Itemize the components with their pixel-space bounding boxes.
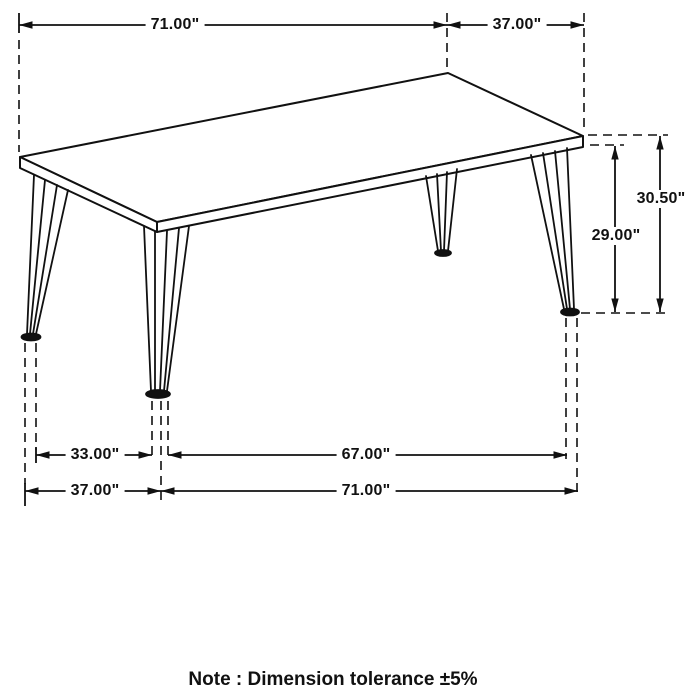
foot-back-right	[435, 250, 451, 256]
dim-label-bottom-outer-right: 71.00"	[337, 482, 396, 500]
tabletop	[20, 73, 583, 232]
foot-front-left	[146, 390, 170, 398]
dim-label-leg-height: 29.00"	[587, 227, 646, 245]
note-text: Note : Dimension tolerance ±5%	[188, 669, 478, 690]
dim-label-bottom-inner-left: 33.00"	[66, 446, 125, 464]
dim-label-top-length: 71.00"	[146, 16, 205, 34]
dim-label-overall-height: 30.50"	[632, 190, 691, 208]
leg-front-left	[144, 226, 189, 398]
leg-back-left	[22, 175, 69, 341]
extension-lines	[19, 13, 668, 503]
foot-front-right	[561, 309, 579, 316]
dim-label-bottom-inner-right: 67.00"	[337, 446, 396, 464]
dim-label-bottom-outer-left: 37.00"	[66, 482, 125, 500]
leg-front-right	[531, 148, 579, 316]
leg-back-right	[426, 169, 457, 256]
dim-label-top-depth: 37.00"	[488, 16, 547, 34]
extension-ticks	[19, 13, 36, 506]
foot-back-left	[22, 334, 41, 341]
